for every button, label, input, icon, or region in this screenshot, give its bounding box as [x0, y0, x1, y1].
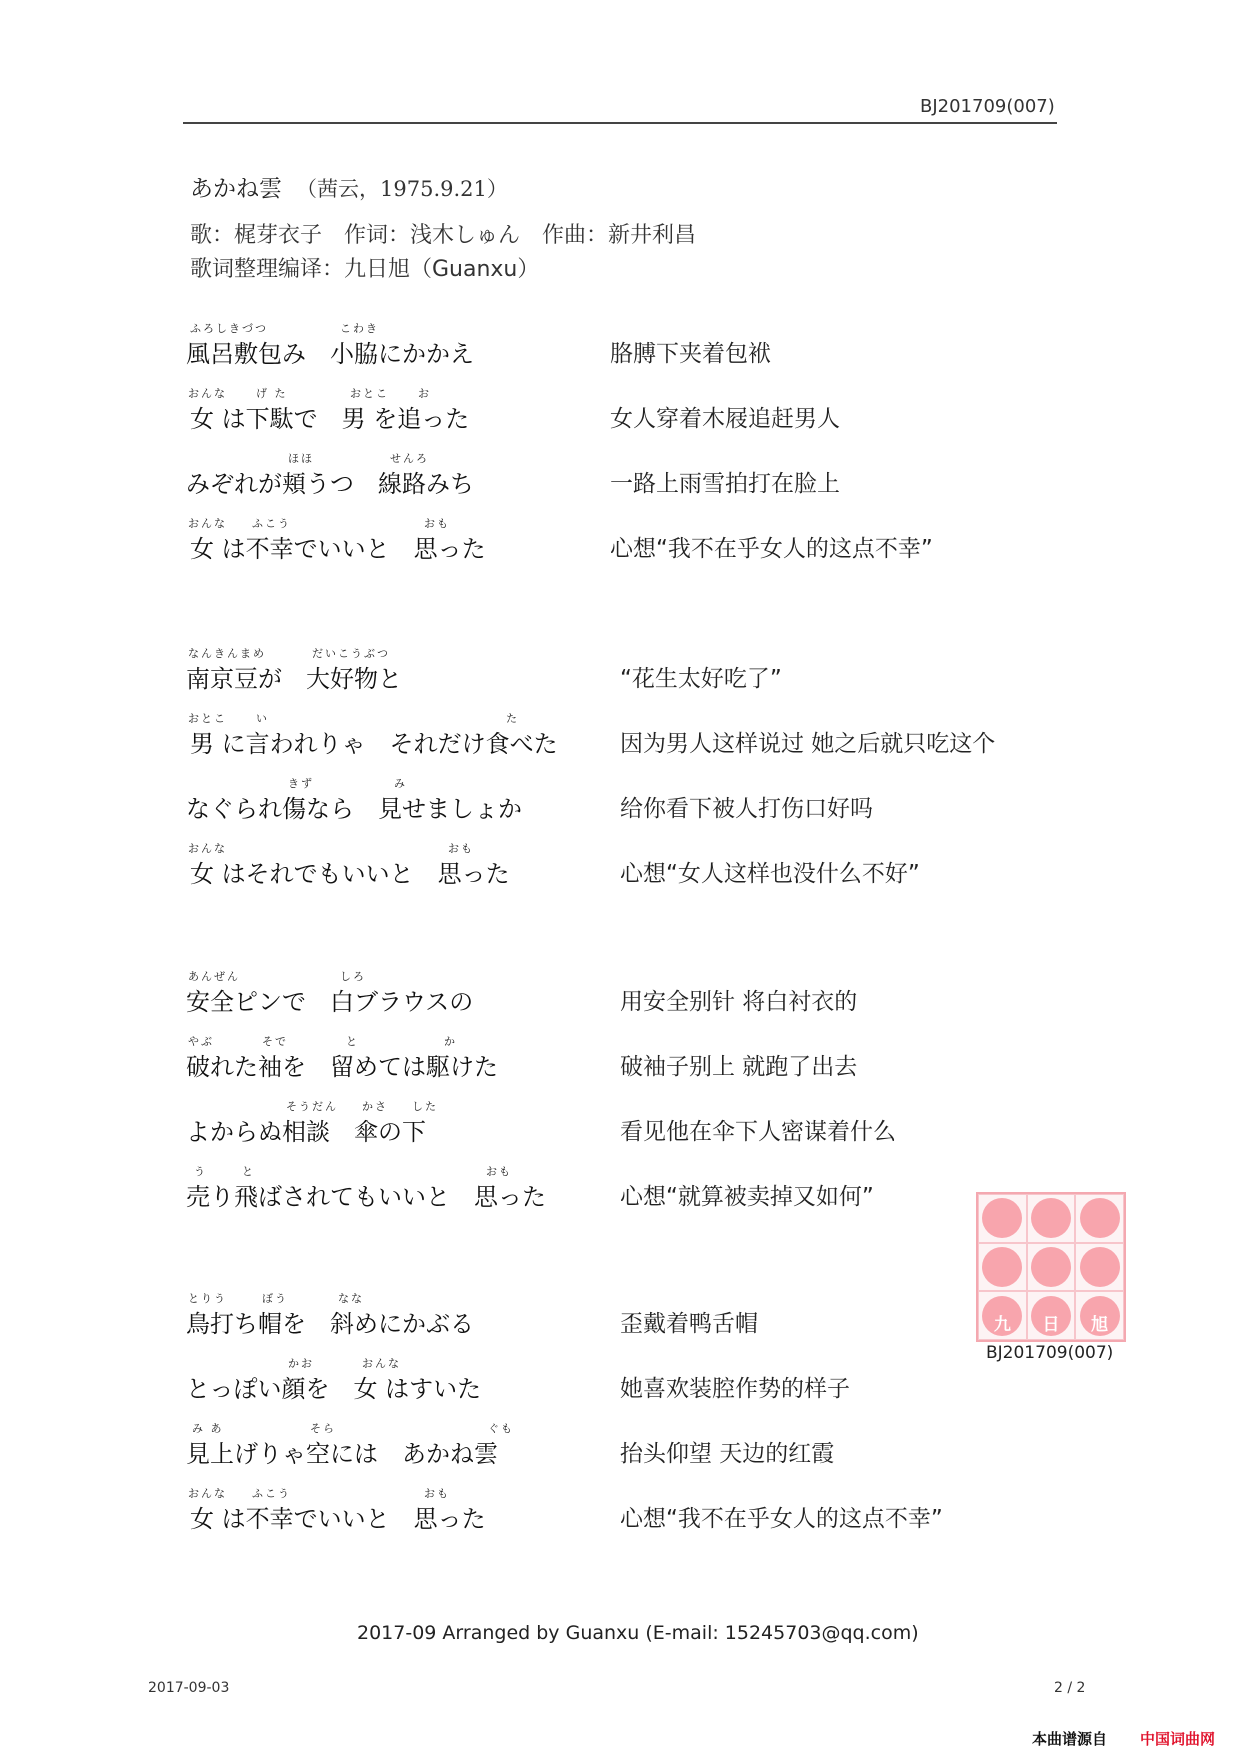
lyric-zh: 抬头仰望 天边的红霞: [620, 1441, 835, 1467]
lyric-zh: 胳膊下夹着包袱: [610, 341, 771, 367]
ruby: せんろ: [390, 452, 429, 465]
ruby: う: [194, 1165, 207, 1178]
seal-dot: [1080, 1247, 1120, 1287]
seal-code: BJ201709(007): [986, 1343, 1114, 1363]
ruby: おも: [486, 1165, 512, 1178]
ruby: い: [256, 712, 269, 725]
seal-char: 日: [1042, 1315, 1060, 1335]
lyric-zh: 一路上雨雪拍打在脸上: [610, 471, 840, 497]
ruby: ぐも: [488, 1422, 514, 1435]
lyric-jp: みぞれが頬うつ 線路みち: [186, 470, 474, 498]
lyric-jp: 見上げりゃ空には あかね雲: [186, 1440, 498, 1468]
print-date: 2017-09-03: [148, 1680, 230, 1696]
lyric-jp: とっぽい顔を 女 はすいた: [186, 1375, 482, 1403]
lyric-jp: 女 は不幸でいいと 思った: [190, 535, 486, 563]
song-title-sub: （茜云，1975.9.21）: [296, 177, 508, 201]
lyric-zh: 女人穿着木屐追赶男人: [610, 406, 840, 432]
lyric-jp: 鳥打ち帽を 斜めにかぶる: [186, 1310, 474, 1338]
ruby: か: [444, 1035, 457, 1048]
page-number: 2 / 2: [1054, 1680, 1086, 1696]
ruby: そで: [262, 1035, 288, 1048]
singer: 歌：梶芽衣子: [190, 223, 323, 248]
ruby: ふこう: [252, 1487, 291, 1500]
lyric-jp: 男 に言われりゃ それだけ食べた: [190, 730, 558, 758]
ruby: と: [346, 1035, 359, 1048]
ruby: み: [394, 777, 407, 790]
ruby: ふこう: [252, 517, 291, 530]
lyric-zh: 歪戴着鸭舌帽: [620, 1311, 758, 1337]
ruby: だいこうぶつ: [312, 647, 390, 660]
ruby: おんな: [362, 1357, 401, 1370]
lyric-jp: 南京豆が 大好物と: [186, 665, 402, 693]
ruby: ぼう: [262, 1292, 288, 1305]
seal-dot: [1080, 1198, 1120, 1238]
lyric-zh: 心想“就算被卖掉又如何”: [620, 1184, 874, 1210]
ruby: とりう: [188, 1292, 227, 1305]
lyric-jp: なぐられ傷なら 見せましょか: [186, 795, 522, 823]
seal-char: 九: [993, 1315, 1011, 1335]
lyricist: 作词：浅木しゅん: [344, 223, 521, 248]
ruby: かお: [288, 1357, 314, 1370]
seal-dot: [982, 1247, 1022, 1287]
ruby: おんな: [188, 517, 227, 530]
ruby: やぶ: [188, 1035, 214, 1048]
ruby: ほほ: [288, 452, 314, 465]
lyric-zh: 她喜欢装腔作势的样子: [620, 1376, 850, 1402]
lyric-jp: 女 はそれでもいいと 思った: [190, 860, 510, 888]
lyric-zh: 用安全别针 将白衬衣的: [620, 989, 858, 1015]
seal-dot: [1031, 1247, 1071, 1287]
ruby: こわき: [340, 322, 379, 335]
ruby: かさ: [362, 1100, 388, 1113]
ruby: おんな: [188, 1487, 227, 1500]
ruby: おんな: [188, 387, 227, 400]
credits: [190, 218, 718, 249]
lyric-zh: 心想“女人这样也没什么不好”: [620, 861, 920, 887]
arranged-by: 2017-09 Arranged by Guanxu (E-mail: 15245703@qq.com): [357, 1622, 919, 1644]
ruby: み あ: [192, 1422, 224, 1435]
lyric-jp: 安全ピンで 白ブラウスの: [186, 988, 474, 1016]
lyric-jp: 破れた袖を 留めては駆けた: [186, 1053, 498, 1081]
ruby: ふろしきづつ: [190, 322, 268, 335]
seal-dot: [982, 1198, 1022, 1238]
ruby: おんな: [188, 842, 227, 855]
seal-dot: [1031, 1198, 1071, 1238]
ruby: た: [506, 712, 519, 725]
source-label: 本曲谱源自: [1032, 1730, 1108, 1748]
ruby: しろ: [340, 970, 366, 983]
doc-code: BJ201709(007): [920, 96, 1055, 117]
ruby: おも: [424, 1487, 450, 1500]
lyric-jp: よからぬ相談 傘の下: [186, 1118, 426, 1146]
ruby: お: [418, 387, 431, 400]
seal-char: 旭: [1091, 1315, 1109, 1335]
ruby: と: [242, 1165, 255, 1178]
translator: 歌词整理编译：九日旭（Guanxu）: [190, 257, 540, 282]
lyric-zh: 心想“我不在乎女人的这点不幸”: [620, 1506, 943, 1532]
lyric-zh: 给你看下被人打伤口好吗: [620, 796, 873, 822]
ruby: なな: [338, 1292, 364, 1305]
ruby: おも: [424, 517, 450, 530]
ruby: した: [412, 1100, 438, 1113]
lyric-jp: 女 は下駄で 男 を追った: [190, 405, 470, 433]
song-title-main: あかね雲: [190, 176, 282, 202]
song-title: [190, 170, 508, 203]
ruby: おとこ: [350, 387, 389, 400]
lyric-zh: 看见他在伞下人密谋着什么: [620, 1119, 896, 1145]
lyric-jp: 売り飛ばされてもいいと 思った: [186, 1183, 546, 1211]
header-rule: [183, 122, 1057, 124]
ruby: おも: [448, 842, 474, 855]
ruby: あんぜん: [188, 970, 240, 983]
composer: 作曲：新井利昌: [542, 223, 697, 248]
ruby: そうだん: [286, 1100, 338, 1113]
lyric-zh: 破袖子别上 就跑了出去: [620, 1054, 858, 1080]
ruby: そら: [310, 1422, 336, 1435]
ruby: きず: [288, 777, 314, 790]
ruby: なんきんまめ: [188, 647, 266, 660]
lyric-zh: 因为男人这样说过 她之后就只吃这个: [620, 731, 996, 757]
ruby: げ た: [256, 387, 288, 400]
site-link[interactable]: 中国词曲网: [1140, 1730, 1216, 1748]
seal-stamp: [976, 1192, 1126, 1342]
lyric-jp: 女 は不幸でいいと 思った: [190, 1505, 486, 1533]
ruby: おとこ: [188, 712, 227, 725]
lyric-zh: “花生太好吃了”: [620, 666, 782, 692]
lyric-jp: 風呂敷包み 小脇にかかえ: [186, 340, 474, 368]
lyric-zh: 心想“我不在乎女人的这点不幸”: [610, 536, 933, 562]
